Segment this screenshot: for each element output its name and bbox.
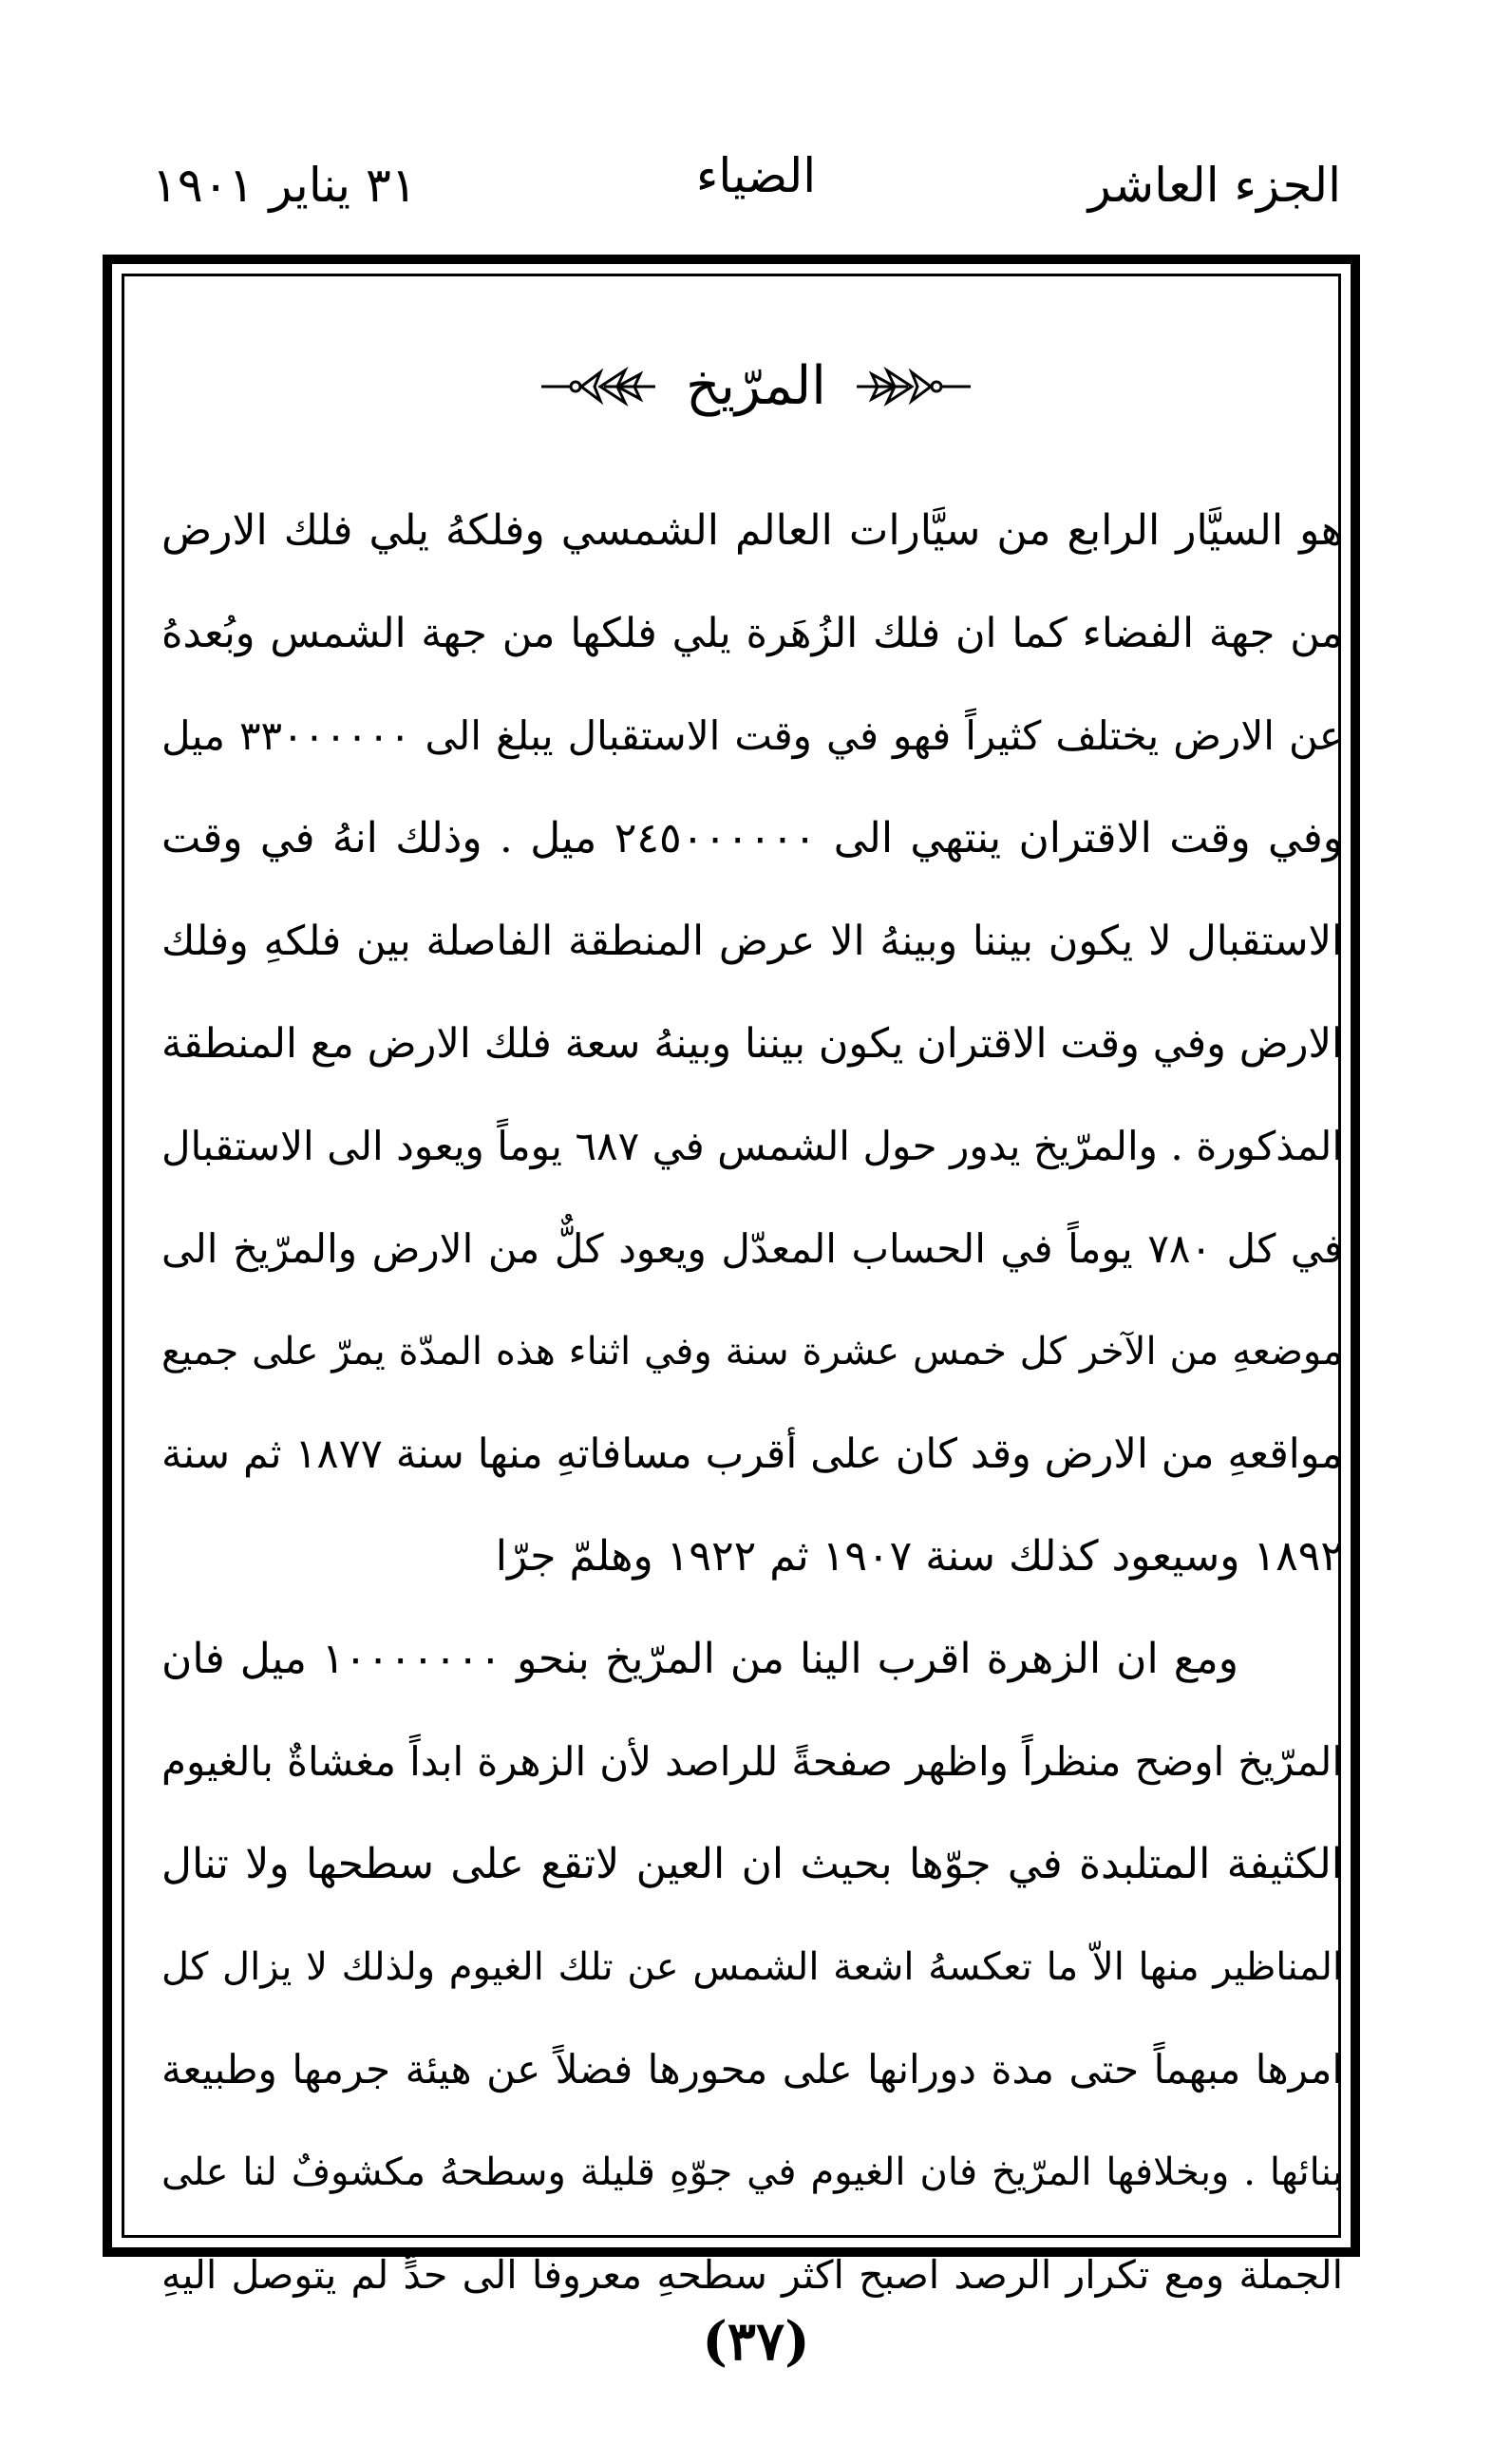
article-body	[161, 480, 1343, 2326]
body-line: الجملة ومع تكرار الرصد اصبح اكثر سطحهِ معروفاً الى حدٍّ لم يتوصل اليهِ	[161, 2252, 1343, 2298]
body-line: عن الارض يختلف كثيراً فهو في وقت الاستقبال يبلغ الى ٣٣٠٠٠٠٠٠ ميل	[161, 712, 1343, 759]
body-line: المرّيخ اوضح منظراً واظهر صفحةً للراصد لأن الزهرة ابداً مغشاةٌ بالغيوم	[161, 1738, 1343, 1785]
page-number: (٣٧)	[702, 2310, 810, 2373]
body-line: مواقعهِ من الارض وقد كان على أقرب مسافاتهِ منها سنة ١٨٧٧ ثم سنة	[161, 1430, 1343, 1478]
ornament-right-icon	[851, 363, 974, 410]
header-title: الضياء	[695, 148, 817, 203]
article-title: المرّيخ	[686, 355, 826, 417]
body-line: بنائها . وبخلافها المرّيخ فان الغيوم في جوّهِ قليلة وسطحهُ مكشوفٌ لنا على	[161, 2150, 1343, 2194]
header-date: ٣١ يناير ١٩٠١	[152, 158, 417, 213]
body-line: ومع ان الزهرة اقرب الينا من المرّيخ بنحو ١٠٠٠٠٠٠٠ ميل فان	[161, 1635, 1238, 1683]
body-line: وفي وقت الاقتران ينتهي الى ٢٤٥٠٠٠٠٠٠ ميل . وذلك انهُ في وقت	[161, 814, 1343, 862]
body-line: المناظير منها الاّ ما تعكسهُ اشعة الشمس عن تلك الغيوم ولذلك لا يزال كل	[161, 1945, 1343, 1989]
body-line: المذكورة . والمرّيخ يدور حول الشمس في ٦٨٧ يوماً ويعود الى الاستقبال	[161, 1123, 1343, 1169]
body-line: امرها مبهماً حتى مدة دورانها على محورها فضلاً عن هيئة جرمها وطبيعة	[161, 2046, 1343, 2093]
body-line: هو السيَّار الرابع من سيَّارات العالم الشمسي وفلكهُ يلي فلك الارض	[161, 506, 1343, 555]
body-line: موضعهِ من الآخر كل خمس عشرة سنة وفي اثناء هذه المدّة يمرّ على جميع	[161, 1330, 1343, 1373]
article-title-row	[0, 353, 1512, 420]
body-line: الاستقبال لا يكون بيننا وبينهُ الا عرض المنطقة الفاصلة بين فلكهِ وفلك	[161, 918, 1343, 965]
ornament-left-icon	[538, 363, 661, 410]
body-line: ١٨٩٢ وسيعود كذلك سنة ١٩٠٧ ثم ١٩٢٢ وهلمّ جرّا	[495, 1532, 1343, 1581]
header-part: الجزء العاشر	[1087, 158, 1341, 213]
body-line: من جهة الفضاء كما ان فلك الزُهَرة يلي فلكها من جهة الشمس وبُعدهُ	[161, 610, 1343, 657]
body-line: الارض وفي وقت الاقتران يكون بيننا وبينهُ سعة فلك الارض مع المنطقة	[161, 1020, 1343, 1068]
body-line: الكثيفة المتلبدة في جوّها بحيث ان العين لاتقع على سطحها ولا تنال	[161, 1840, 1343, 1888]
body-line: في كل ٧٨٠ يوماً في الحساب المعدّل ويعود كلٌّ من الارض والمرّيخ الى	[161, 1225, 1343, 1272]
